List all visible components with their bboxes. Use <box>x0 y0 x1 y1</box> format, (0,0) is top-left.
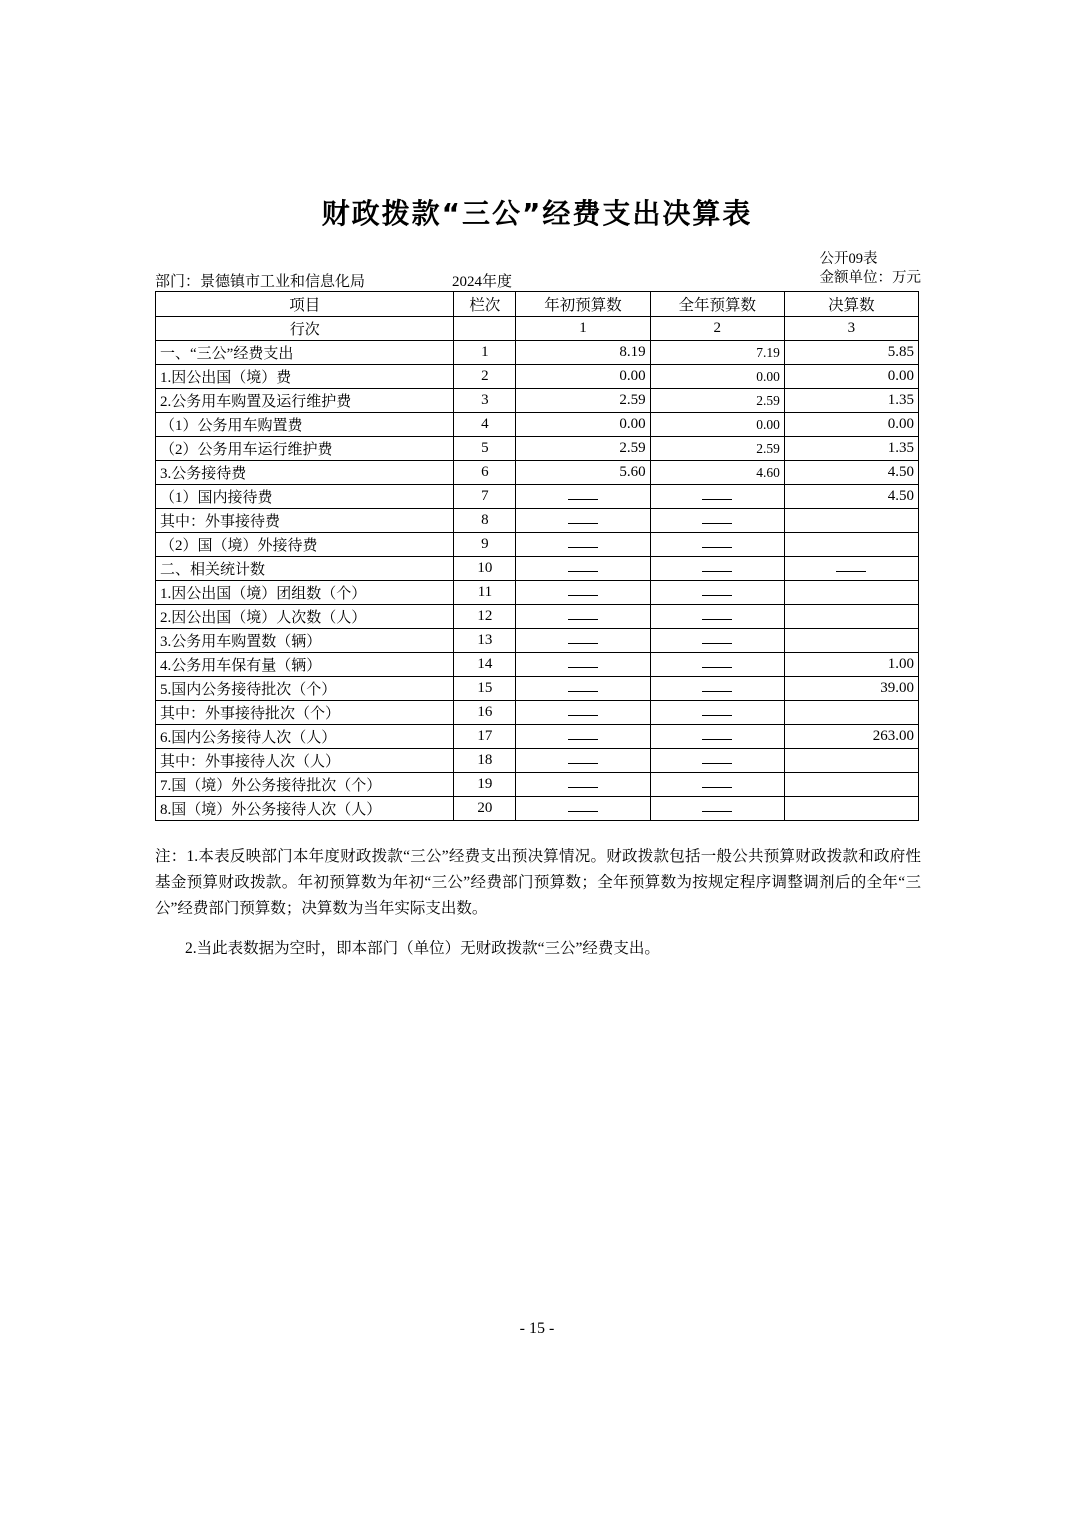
row-value-col3 <box>784 701 918 725</box>
row-value-col3 <box>784 773 918 797</box>
row-line-number: 7 <box>454 485 516 509</box>
row-line-number: 11 <box>454 581 516 605</box>
row-item-label: 1.因公出国（境）费 <box>156 365 454 389</box>
table-row <box>156 629 919 653</box>
dash-mark <box>568 682 598 692</box>
table-row <box>156 749 919 773</box>
table-row <box>156 581 919 605</box>
row-value-col2 <box>650 773 784 797</box>
row-value-col3: 263.00 <box>784 725 918 749</box>
dash-mark <box>702 514 732 524</box>
table-row <box>156 797 919 821</box>
row-value-col2: 2.59 <box>650 389 784 413</box>
row-value-col1 <box>516 773 650 797</box>
row-value-col3: 1.35 <box>784 437 918 461</box>
row-value-col2 <box>650 557 784 581</box>
row-item-label: 2.因公出国（境）人次数（人） <box>156 605 454 629</box>
row-value-col1: 2.59 <box>516 437 650 461</box>
row-line-number: 16 <box>454 701 516 725</box>
dash-mark <box>568 538 598 548</box>
row-value-col1 <box>516 485 650 509</box>
table-row <box>156 701 919 725</box>
dash-mark <box>568 610 598 620</box>
header-lan: 栏次 <box>454 292 516 317</box>
row-value-col2 <box>650 485 784 509</box>
table-row <box>156 557 919 581</box>
table-row <box>156 437 919 461</box>
year-label: 2024年度 <box>452 274 513 290</box>
row-line-number: 14 <box>454 653 516 677</box>
row-line-number: 19 <box>454 773 516 797</box>
note-2: 2.当此表数据为空时，即本部门（单位）无财政拨款“三公”经费支出。 <box>185 940 660 957</box>
row-value-col3: 0.00 <box>784 413 918 437</box>
row-value-col1 <box>516 533 650 557</box>
rowindex-col2: 2 <box>650 317 784 341</box>
row-value-col1 <box>516 725 650 749</box>
table-row <box>156 461 919 485</box>
row-value-col1 <box>516 629 650 653</box>
dash-mark <box>568 562 598 572</box>
row-value-col1 <box>516 581 650 605</box>
header-item: 项目 <box>156 292 454 317</box>
row-value-col2 <box>650 797 784 821</box>
dash-mark <box>702 802 732 812</box>
row-value-col1: 0.00 <box>516 413 650 437</box>
row-item-label: 1.因公出国（境）团组数（个） <box>156 581 454 605</box>
dash-mark <box>568 706 598 716</box>
page-title: 财政拨款“三公”经费支出决算表 <box>321 197 753 230</box>
dash-mark <box>702 706 732 716</box>
table-row <box>156 605 919 629</box>
row-value-col2: 2.59 <box>650 437 784 461</box>
dash-mark <box>702 610 732 620</box>
row-value-col3 <box>784 605 918 629</box>
row-line-number: 17 <box>454 725 516 749</box>
row-item-label: 二、相关统计数 <box>156 557 454 581</box>
dash-mark <box>568 490 598 500</box>
table-rowindex-row <box>156 317 919 341</box>
row-line-number: 2 <box>454 365 516 389</box>
table-row <box>156 413 919 437</box>
page-number: - 15 - <box>519 1320 555 1337</box>
budget-table <box>155 291 919 821</box>
notes-block <box>155 844 921 962</box>
row-line-number: 10 <box>454 557 516 581</box>
row-line-number: 8 <box>454 509 516 533</box>
row-item-label: 其中：外事接待人次（人） <box>156 749 454 773</box>
row-value-col2: 0.00 <box>650 365 784 389</box>
dash-mark <box>568 730 598 740</box>
row-value-col2 <box>650 581 784 605</box>
dash-mark <box>702 538 732 548</box>
row-value-col2 <box>650 509 784 533</box>
table-row <box>156 509 919 533</box>
row-value-col3: 4.50 <box>784 485 918 509</box>
dash-mark <box>568 514 598 524</box>
row-value-col2 <box>650 749 784 773</box>
row-item-label: 3.公务用车购置数（辆） <box>156 629 454 653</box>
row-value-col3: 4.50 <box>784 461 918 485</box>
dash-mark <box>568 634 598 644</box>
row-item-label: 7.国（境）外公务接待批次（个） <box>156 773 454 797</box>
rowindex-col1: 1 <box>516 317 650 341</box>
dash-mark <box>702 562 732 572</box>
dash-mark <box>702 730 732 740</box>
header-final-account: 决算数 <box>784 292 918 317</box>
row-line-number: 6 <box>454 461 516 485</box>
dash-mark <box>702 490 732 500</box>
header-annual-budget: 全年预算数 <box>650 292 784 317</box>
table-row <box>156 485 919 509</box>
row-value-col1 <box>516 701 650 725</box>
dash-mark <box>702 658 732 668</box>
row-value-col3: 39.00 <box>784 677 918 701</box>
table-row <box>156 725 919 749</box>
header-initial-budget: 年初预算数 <box>516 292 650 317</box>
row-value-col3 <box>784 797 918 821</box>
row-value-col2 <box>650 605 784 629</box>
row-item-label: 4.公务用车保有量（辆） <box>156 653 454 677</box>
row-value-col3: 1.00 <box>784 653 918 677</box>
row-line-number: 13 <box>454 629 516 653</box>
row-value-col2 <box>650 677 784 701</box>
row-value-col3 <box>784 629 918 653</box>
dash-mark <box>836 562 866 572</box>
row-value-col3 <box>784 557 918 581</box>
row-value-col1 <box>516 557 650 581</box>
row-value-col1 <box>516 605 650 629</box>
row-value-col1 <box>516 677 650 701</box>
dash-mark <box>568 802 598 812</box>
row-value-col1: 5.60 <box>516 461 650 485</box>
row-value-col3 <box>784 533 918 557</box>
row-item-label: （1）国内接待费 <box>156 485 454 509</box>
dash-mark <box>702 634 732 644</box>
dash-mark <box>702 754 732 764</box>
dash-mark <box>702 682 732 692</box>
row-item-label: 5.国内公务接待批次（个） <box>156 677 454 701</box>
row-line-number: 20 <box>454 797 516 821</box>
department-label: 部门：景德镇市工业和信息化局 <box>155 274 366 290</box>
row-value-col2: 0.00 <box>650 413 784 437</box>
row-line-number: 12 <box>454 605 516 629</box>
row-value-col1 <box>516 749 650 773</box>
row-item-label: （1）公务用车购置费 <box>156 413 454 437</box>
row-line-number: 9 <box>454 533 516 557</box>
row-value-col3: 0.00 <box>784 365 918 389</box>
row-value-col1 <box>516 509 650 533</box>
form-meta <box>820 250 922 288</box>
dash-mark <box>568 778 598 788</box>
table-row <box>156 389 919 413</box>
dash-mark <box>568 658 598 668</box>
row-value-col3 <box>784 509 918 533</box>
row-item-label: 6.国内公务接待人次（人） <box>156 725 454 749</box>
row-value-col1: 8.19 <box>516 341 650 365</box>
rowindex-col3: 3 <box>784 317 918 341</box>
row-item-label: 2.公务用车购置及运行维护费 <box>156 389 454 413</box>
row-value-col2 <box>650 533 784 557</box>
row-line-number: 18 <box>454 749 516 773</box>
row-line-number: 3 <box>454 389 516 413</box>
table-row <box>156 533 919 557</box>
row-line-number: 15 <box>454 677 516 701</box>
table-row <box>156 653 919 677</box>
table-row <box>156 365 919 389</box>
rowindex-label: 行次 <box>156 317 454 341</box>
row-value-col1 <box>516 797 650 821</box>
row-value-col2 <box>650 653 784 677</box>
row-item-label: （2）国（境）外接待费 <box>156 533 454 557</box>
dash-mark <box>568 586 598 596</box>
table-row <box>156 773 919 797</box>
table-header-row <box>156 292 919 317</box>
row-item-label: 8.国（境）外公务接待人次（人） <box>156 797 454 821</box>
row-item-label: 其中：外事接待费 <box>156 509 454 533</box>
row-item-label: 其中：外事接待批次（个） <box>156 701 454 725</box>
row-line-number: 1 <box>454 341 516 365</box>
note-1: 注：1.本表反映部门本年度财政拨款“三公”经费支出预决算情况。财政拨款包括一般公共预算财政拨款和政府性基金预算财政拨款。年初预算数为年初“三公”经费部门预算数；全年预算数为按规定程序调整调剂后的全年“三公”经费部门预算数；决算数为当年实际支出数。 <box>155 848 921 917</box>
row-value-col3: 1.35 <box>784 389 918 413</box>
row-value-col1: 0.00 <box>516 365 650 389</box>
row-value-col1 <box>516 653 650 677</box>
row-value-col3 <box>784 581 918 605</box>
row-value-col3 <box>784 749 918 773</box>
row-value-col2: 4.60 <box>650 461 784 485</box>
row-value-col2 <box>650 629 784 653</box>
row-value-col1: 2.59 <box>516 389 650 413</box>
row-item-label: 一、“三公”经费支出 <box>156 341 454 365</box>
row-value-col3: 5.85 <box>784 341 918 365</box>
table-row <box>156 677 919 701</box>
row-value-col2 <box>650 725 784 749</box>
row-value-col2: 7.19 <box>650 341 784 365</box>
amount-unit: 金额单位：万元 <box>819 270 921 286</box>
row-item-label: （2）公务用车运行维护费 <box>156 437 454 461</box>
dash-mark <box>568 754 598 764</box>
row-value-col2 <box>650 701 784 725</box>
form-code: 公开09表 <box>819 251 878 267</box>
dash-mark <box>702 778 732 788</box>
row-item-label: 3.公务接待费 <box>156 461 454 485</box>
rowindex-blank <box>454 317 516 341</box>
dash-mark <box>702 586 732 596</box>
row-line-number: 4 <box>454 413 516 437</box>
table-row <box>156 341 919 365</box>
row-line-number: 5 <box>454 437 516 461</box>
